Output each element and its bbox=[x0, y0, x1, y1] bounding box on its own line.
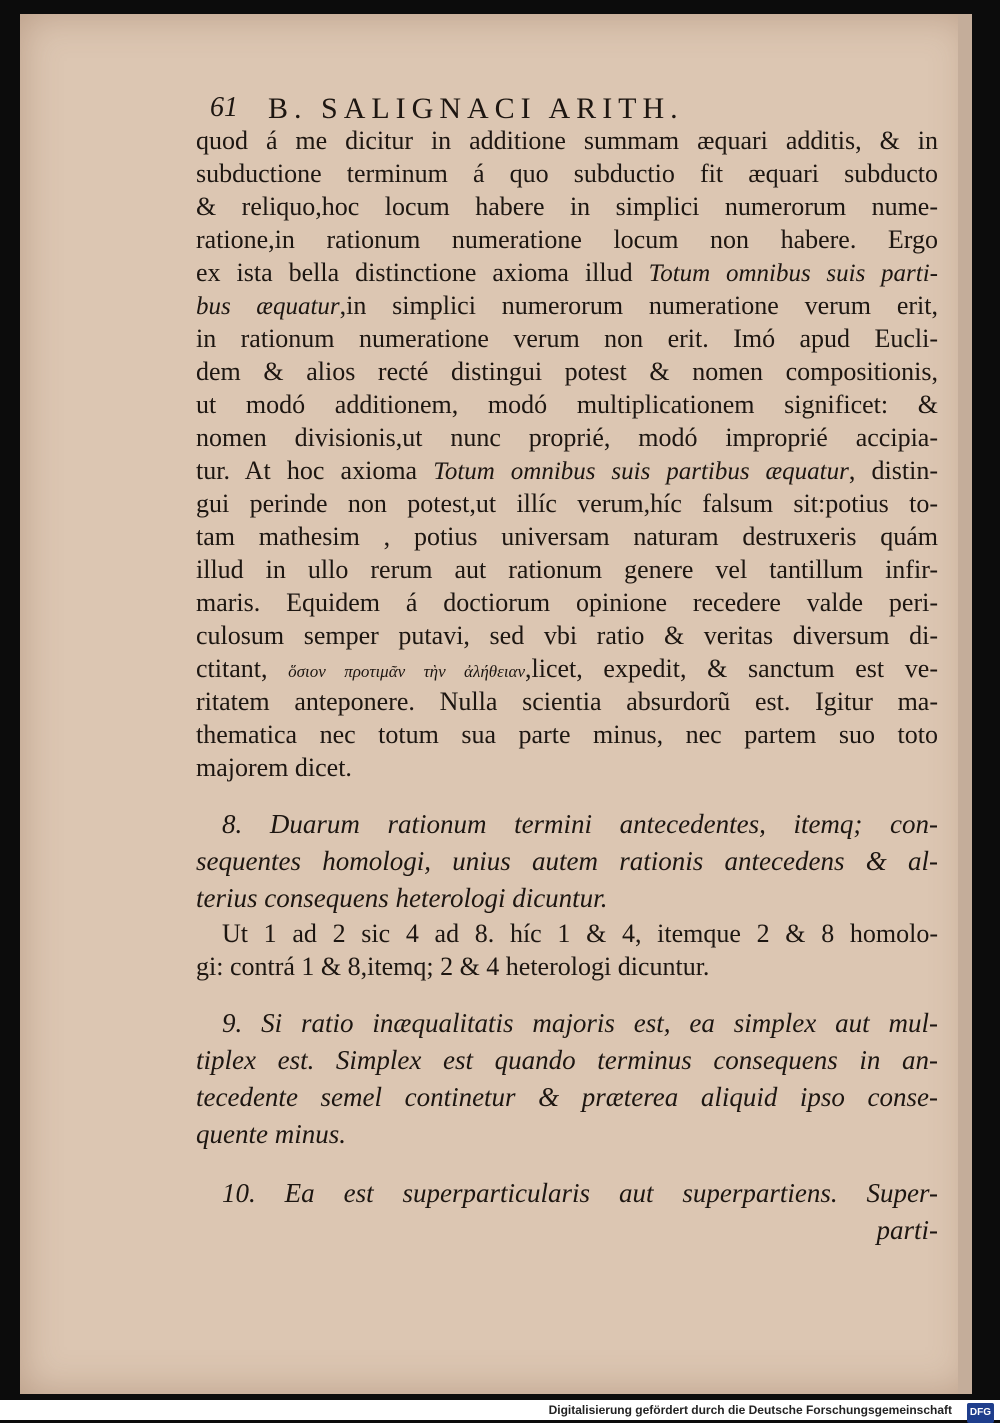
text-line: maris. Equidem á doctiorum opinione recedere valde peri- bbox=[196, 588, 938, 617]
text-line: culosum semper putavi, sed vbi ratio & veritas diversum di- bbox=[196, 621, 938, 650]
text-line bbox=[196, 652, 938, 685]
page-number: 61 bbox=[210, 92, 238, 123]
text-line: quod á me dicitur in additione summam æquari additis, & in bbox=[196, 126, 938, 155]
axiom-italic: Totum omnibus suis partibus æquatur bbox=[433, 458, 849, 485]
text-line: in rationum numeratione verum non erit. Imó apud Eucli- bbox=[196, 324, 938, 353]
text-line: ut modó additionem, modó multiplicationem significet: & bbox=[196, 390, 938, 419]
text-line: illud in ullo rerum aut rationum genere vel tantillum infir- bbox=[196, 555, 938, 584]
text-line: & reliquo,hoc locum habere in simplici numerorum nume- bbox=[196, 192, 938, 221]
definition-line: 8. Duarum rationum termini antecedentes, itemq; con- bbox=[222, 809, 938, 839]
definition-line: tecedente semel continetur & præterea aliquid ipso conse- bbox=[196, 1082, 938, 1112]
definition-8 bbox=[196, 806, 938, 917]
text-line bbox=[196, 289, 938, 322]
axiom-italic: bus æquatur bbox=[196, 293, 340, 320]
text-span: ctitant, bbox=[196, 654, 289, 683]
axiom-italic: Totum omnibus suis parti- bbox=[648, 260, 939, 287]
example-line: Ut 1 ad 2 sic 4 ad 8. híc 1 & 4, itemque 2 & 8 homolo- bbox=[222, 919, 938, 948]
text-line: tam mathesim , potius universam naturam destruxeris quám bbox=[196, 522, 938, 551]
text-line: subductione terminum á quo subductio fit æquari subducto bbox=[196, 159, 938, 188]
catchword: parti- bbox=[876, 1215, 938, 1245]
text-line: dem & alios recté distingui potest & nomen compositionis, bbox=[196, 357, 938, 386]
text-span: ,licet, expedit, & sanctum est ve- bbox=[525, 654, 938, 683]
definition-line: 10. Ea est superparticularis aut superpartiens. Super- bbox=[222, 1178, 938, 1208]
text-line: majorem dicet. bbox=[196, 753, 352, 782]
definition-line: terius consequens heterologi dicuntur. bbox=[196, 883, 608, 913]
text-line bbox=[196, 454, 938, 487]
text-span: ,in simplici numerorum numeratione verum erit, bbox=[339, 291, 938, 320]
example-line: gi: contrá 1 & 8,itemq; 2 & 4 heterologi dicuntur. bbox=[196, 952, 710, 981]
definition-line: tiplex est. Simplex est quando terminus consequens in an- bbox=[196, 1045, 938, 1075]
definition-10 bbox=[196, 1175, 938, 1249]
definition-9 bbox=[196, 1005, 938, 1153]
text-line: nomen divisionis,ut nunc proprié, modó improprié accipia- bbox=[196, 423, 938, 452]
text-line bbox=[196, 256, 938, 289]
text-span: ex ista bella distinctione axioma illud bbox=[196, 258, 649, 287]
dfg-logo: DFG bbox=[967, 1403, 994, 1423]
definition-line: quente minus. bbox=[196, 1119, 346, 1149]
definition-line: sequentes homologi, unius autem rationis antecedens & al- bbox=[196, 846, 938, 876]
text-line: ratione,in rationum numeratione locum non habere. Ergo bbox=[196, 225, 938, 254]
running-head: B. SALIGNACI ARITH. bbox=[268, 92, 684, 125]
definition-line: 9. Si ratio inæqualitatis majoris est, ea simplex aut mul- bbox=[222, 1008, 938, 1038]
footer-text: Digitalisierung gefördert durch die Deutsche Forschungsgemeinschaft bbox=[548, 1403, 952, 1417]
text-line: ritatem anteponere. Nulla scientia absurdorũ est. Igitur ma- bbox=[196, 687, 938, 716]
text-line: gui perinde non potest,ut illíc verum,híc falsum sit:potius to- bbox=[196, 489, 938, 518]
text-span: , distin- bbox=[848, 456, 938, 485]
text-span: tur. At hoc axioma bbox=[196, 456, 434, 485]
greek-phrase: ὅσιον προτιμᾶν τὴν ἀλήθειαν bbox=[288, 662, 526, 681]
digitization-footer bbox=[0, 1400, 1000, 1420]
page-edge bbox=[958, 14, 972, 1394]
text-line: thematica nec totum sua parte minus, nec partem suo toto bbox=[196, 720, 938, 749]
body-text bbox=[196, 124, 938, 1249]
